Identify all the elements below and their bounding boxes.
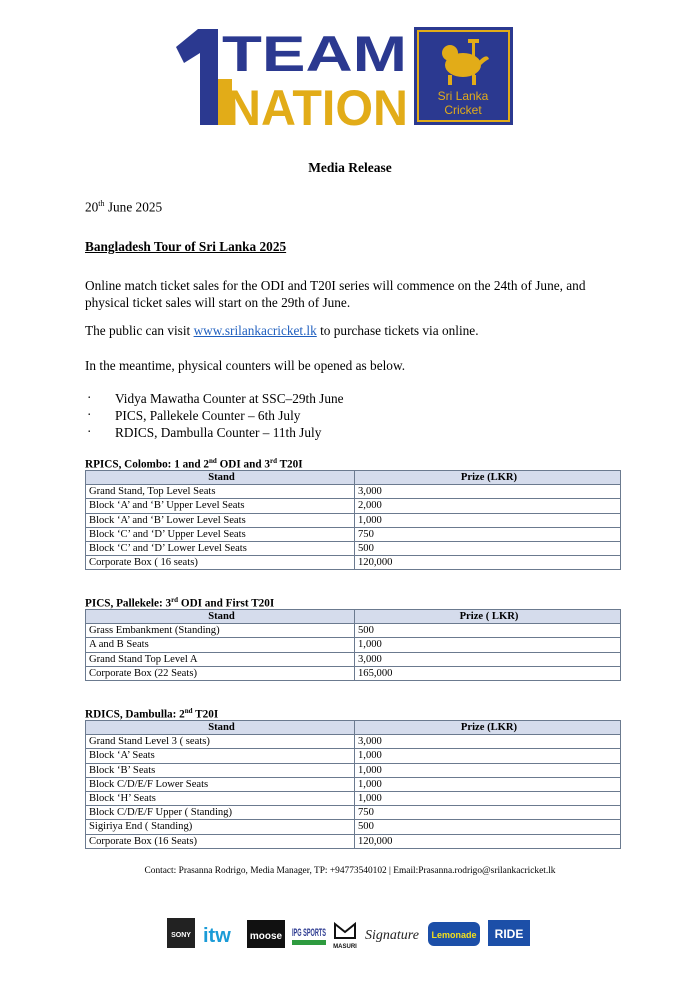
- price-cell: 120,000: [355, 556, 621, 570]
- price-cell: 2,000: [355, 499, 621, 513]
- logo-line1: TEAM: [222, 27, 407, 82]
- table-row: [86, 542, 621, 556]
- contact-line: Contact: Prasanna Rodrigo, Media Manager, TP: +94773540102 | Email:Prasanna.rodrigo@srilankacricket.lk: [144, 866, 556, 876]
- price-header: Prize (LKR): [355, 721, 621, 735]
- svg-text:Sri Lanka: Sri Lanka: [437, 89, 489, 103]
- table-row: [86, 806, 621, 820]
- table-row: [86, 485, 621, 499]
- stand-cell: Grand Stand Level 3 ( seats): [86, 735, 355, 749]
- table-header-row: [86, 610, 621, 624]
- table-row: [86, 763, 621, 777]
- price-cell: 750: [355, 527, 621, 541]
- sri-lanka-cricket-badge: [414, 27, 513, 125]
- table-row: [86, 820, 621, 834]
- svg-text:MASURI: MASURI: [333, 944, 357, 950]
- price-cell: 1,000: [355, 513, 621, 527]
- stand-cell: Block ‘H’ Seats: [86, 792, 355, 806]
- moose-logo: [247, 920, 285, 948]
- price-cell: 750: [355, 806, 621, 820]
- table-header-row: [86, 721, 621, 735]
- list-item: · PICS, Pallekele Counter – 6th July: [85, 407, 344, 424]
- table-row: [86, 777, 621, 791]
- table-row: [86, 556, 621, 570]
- price-cell: 3,000: [355, 485, 621, 499]
- ride-logo: [488, 920, 530, 946]
- price-cell: 1,000: [355, 763, 621, 777]
- price-cell: 500: [355, 542, 621, 556]
- table-row: [86, 735, 621, 749]
- sponsor-logos: [165, 912, 545, 952]
- stand-cell: Corporate Box (16 Seats): [86, 834, 355, 848]
- list-item: · Vidya Mawatha Counter at SSC–29th June: [85, 390, 344, 407]
- price-cell: 3,000: [355, 735, 621, 749]
- price-cell: 120,000: [355, 834, 621, 848]
- website-link[interactable]: www.srilankacricket.lk: [193, 323, 317, 338]
- stand-cell: Corporate Box (22 Seats): [86, 666, 355, 680]
- table-row: [86, 652, 621, 666]
- stand-cell: Block ‘B’ Seats: [86, 763, 355, 777]
- svg-text:IPG SPORTS: IPG SPORTS: [292, 927, 326, 939]
- table-row: [86, 499, 621, 513]
- stand-cell: Block ‘A’ Seats: [86, 749, 355, 763]
- ticket-sales-paragraph: Online match ticket sales for the ODI and T20I series will commence on the 24th of June, and physical ticket sales will start on the 29th of June.: [85, 278, 586, 310]
- price-cell: 500: [355, 624, 621, 638]
- stand-cell: A and B Seats: [86, 638, 355, 652]
- stand-cell: Block C/D/E/F Upper ( Standing): [86, 806, 355, 820]
- team-nation-logo: [176, 27, 513, 127]
- price-cell: 1,000: [355, 749, 621, 763]
- price-cell: 165,000: [355, 666, 621, 680]
- price-cell: 1,000: [355, 638, 621, 652]
- price-cell: 1,000: [355, 792, 621, 806]
- list-item: · RDICS, Dambulla Counter – 11th July: [85, 424, 344, 441]
- svg-text:Signature: Signature: [365, 928, 419, 943]
- stand-cell: Grass Embankment (Standing): [86, 624, 355, 638]
- table-row: [86, 624, 621, 638]
- rdics-dambulla-caption: RDICS, Dambulla: 2nd T20I: [85, 707, 219, 721]
- stand-header: Stand: [86, 610, 355, 624]
- stand-cell: Grand Stand Top Level A: [86, 652, 355, 666]
- stand-cell: Block ‘A’ and ‘B’ Upper Level Seats: [86, 499, 355, 513]
- signature-logo: [365, 928, 419, 943]
- stand-cell: Block C/D/E/F Lower Seats: [86, 777, 355, 791]
- price-cell: 500: [355, 820, 621, 834]
- stand-cell: Block ‘A’ and ‘B’ Lower Level Seats: [86, 513, 355, 527]
- pics-price-table: [85, 609, 621, 681]
- table-row: [86, 513, 621, 527]
- lemonade-logo: [428, 922, 480, 946]
- rdics-price-table: [85, 720, 621, 849]
- table-row: [86, 527, 621, 541]
- masuri-logo: [333, 924, 357, 950]
- table-row: [86, 666, 621, 680]
- stand-cell: Block ‘C’ and ‘D’ Lower Level Seats: [86, 542, 355, 556]
- price-cell: 3,000: [355, 652, 621, 666]
- itw-logo: [203, 925, 231, 947]
- release-date: 20th June 2025: [85, 199, 163, 215]
- table-header-row: [86, 471, 621, 485]
- svg-text:moose: moose: [249, 931, 283, 942]
- release-title: Media Release: [308, 160, 392, 175]
- stand-cell: Block ‘C’ and ‘D’ Upper Level Seats: [86, 527, 355, 541]
- rpics-price-table: [85, 470, 621, 570]
- svg-text:Cricket: Cricket: [444, 103, 482, 117]
- table-row: [86, 792, 621, 806]
- rpics-colombo-caption: RPICS, Colombo: 1 and 2nd ODI and 3rd T20I: [85, 457, 303, 471]
- price-header: Prize ( LKR): [355, 610, 621, 624]
- stand-cell: Corporate Box ( 16 seats): [86, 556, 355, 570]
- table-row: [86, 749, 621, 763]
- logo-line2: NATION: [226, 80, 408, 127]
- sony-logo: [167, 918, 195, 948]
- svg-text:RIDE: RIDE: [494, 927, 524, 941]
- svg-text:Lemonade: Lemonade: [431, 930, 477, 940]
- pics-pallekele-caption: PICS, Pallekele: 3rd ODI and First T20I: [85, 596, 275, 610]
- stand-header: Stand: [86, 721, 355, 735]
- counter-list: [85, 390, 344, 441]
- table-row: [86, 638, 621, 652]
- tour-heading: Bangladesh Tour of Sri Lanka 2025: [85, 239, 287, 254]
- stand-cell: Grand Stand, Top Level Seats: [86, 485, 355, 499]
- stand-header: Stand: [86, 471, 355, 485]
- stand-cell: Sigiriya End ( Standing): [86, 820, 355, 834]
- price-header: Prize (LKR): [355, 471, 621, 485]
- ipg-sports-logo: [292, 927, 326, 945]
- svg-text:itw: itw: [203, 925, 231, 947]
- website-paragraph: The public can visit www.srilankacricket.lk to purchase tickets via online.: [85, 323, 479, 338]
- price-cell: 1,000: [355, 777, 621, 791]
- counters-intro: In the meantime, physical counters will be opened as below.: [85, 358, 406, 373]
- table-row: [86, 834, 621, 848]
- svg-text:SONY: SONY: [171, 932, 191, 939]
